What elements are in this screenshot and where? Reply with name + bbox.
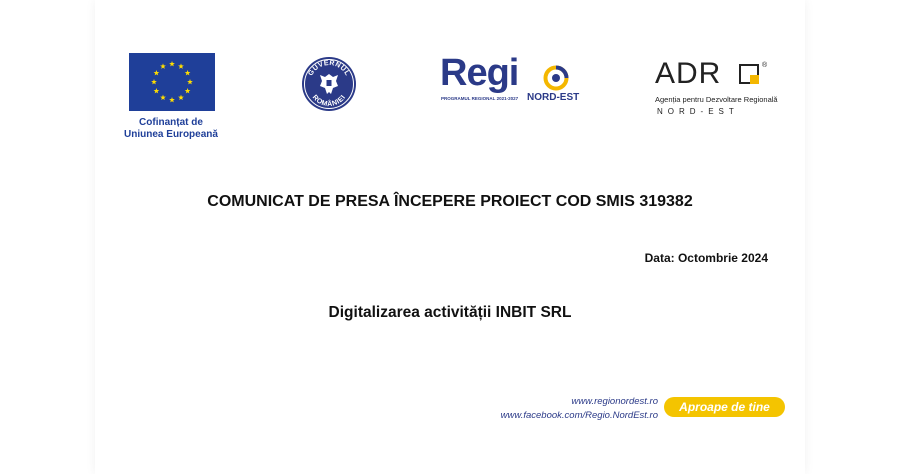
regio-program-text: PROGRAMUL REGIONAL 2021-2027 [441, 96, 519, 101]
eu-star-icon [154, 70, 160, 75]
adr-square-icon [739, 64, 759, 84]
gov-seal-top-text: GUVERNUL [307, 59, 351, 78]
adr-region: NORD-EST [657, 107, 739, 116]
eu-star-icon [169, 97, 175, 102]
eu-flag-logo [129, 53, 215, 111]
eu-star-icon [178, 63, 184, 68]
document-title: COMUNICAT DE PRESA ÎNCEPERE PROIECT COD SMIS 319382 [207, 193, 693, 210]
website-link[interactable]: www.regionordest.ro [571, 396, 658, 407]
eu-star-icon [187, 79, 193, 84]
footer-links [440, 395, 658, 423]
eu-star-icon [160, 63, 166, 68]
document-date: Data: Octombrie 2024 [644, 251, 768, 265]
adr-subtitle: Agenția pentru Dezvoltare Regională [655, 95, 778, 104]
slogan-badge: Aproape de tine [664, 397, 785, 417]
eu-star-icon [154, 88, 160, 93]
regio-wordmark: Regi [440, 52, 519, 94]
regio-o-icon [543, 65, 569, 91]
eu-caption-line1: Cofinanțat de [139, 117, 203, 128]
gov-seal-bottom-text: ROMÂNIEI [310, 93, 348, 109]
eu-caption [116, 117, 226, 141]
adr-wordmark: ADR [655, 57, 722, 90]
eu-star-icon [185, 70, 191, 75]
adr-registered-mark: ® [762, 62, 768, 69]
eu-star-icon [185, 88, 191, 93]
adr-logo [655, 57, 778, 118]
regio-logo [440, 52, 580, 106]
government-seal-logo [300, 55, 358, 113]
eu-star-icon [160, 95, 166, 100]
document-subtitle: Digitalizarea activității INBIT SRL [328, 304, 572, 321]
facebook-link[interactable]: www.facebook.com/Regio.NordEst.ro [500, 410, 658, 421]
eu-star-icon [178, 95, 184, 100]
eu-star-icon [169, 61, 175, 66]
eu-caption-line2: Uniunea Europeană [124, 129, 218, 140]
eu-star-icon [151, 79, 157, 84]
regio-region-text: NORD-EST [527, 92, 580, 103]
